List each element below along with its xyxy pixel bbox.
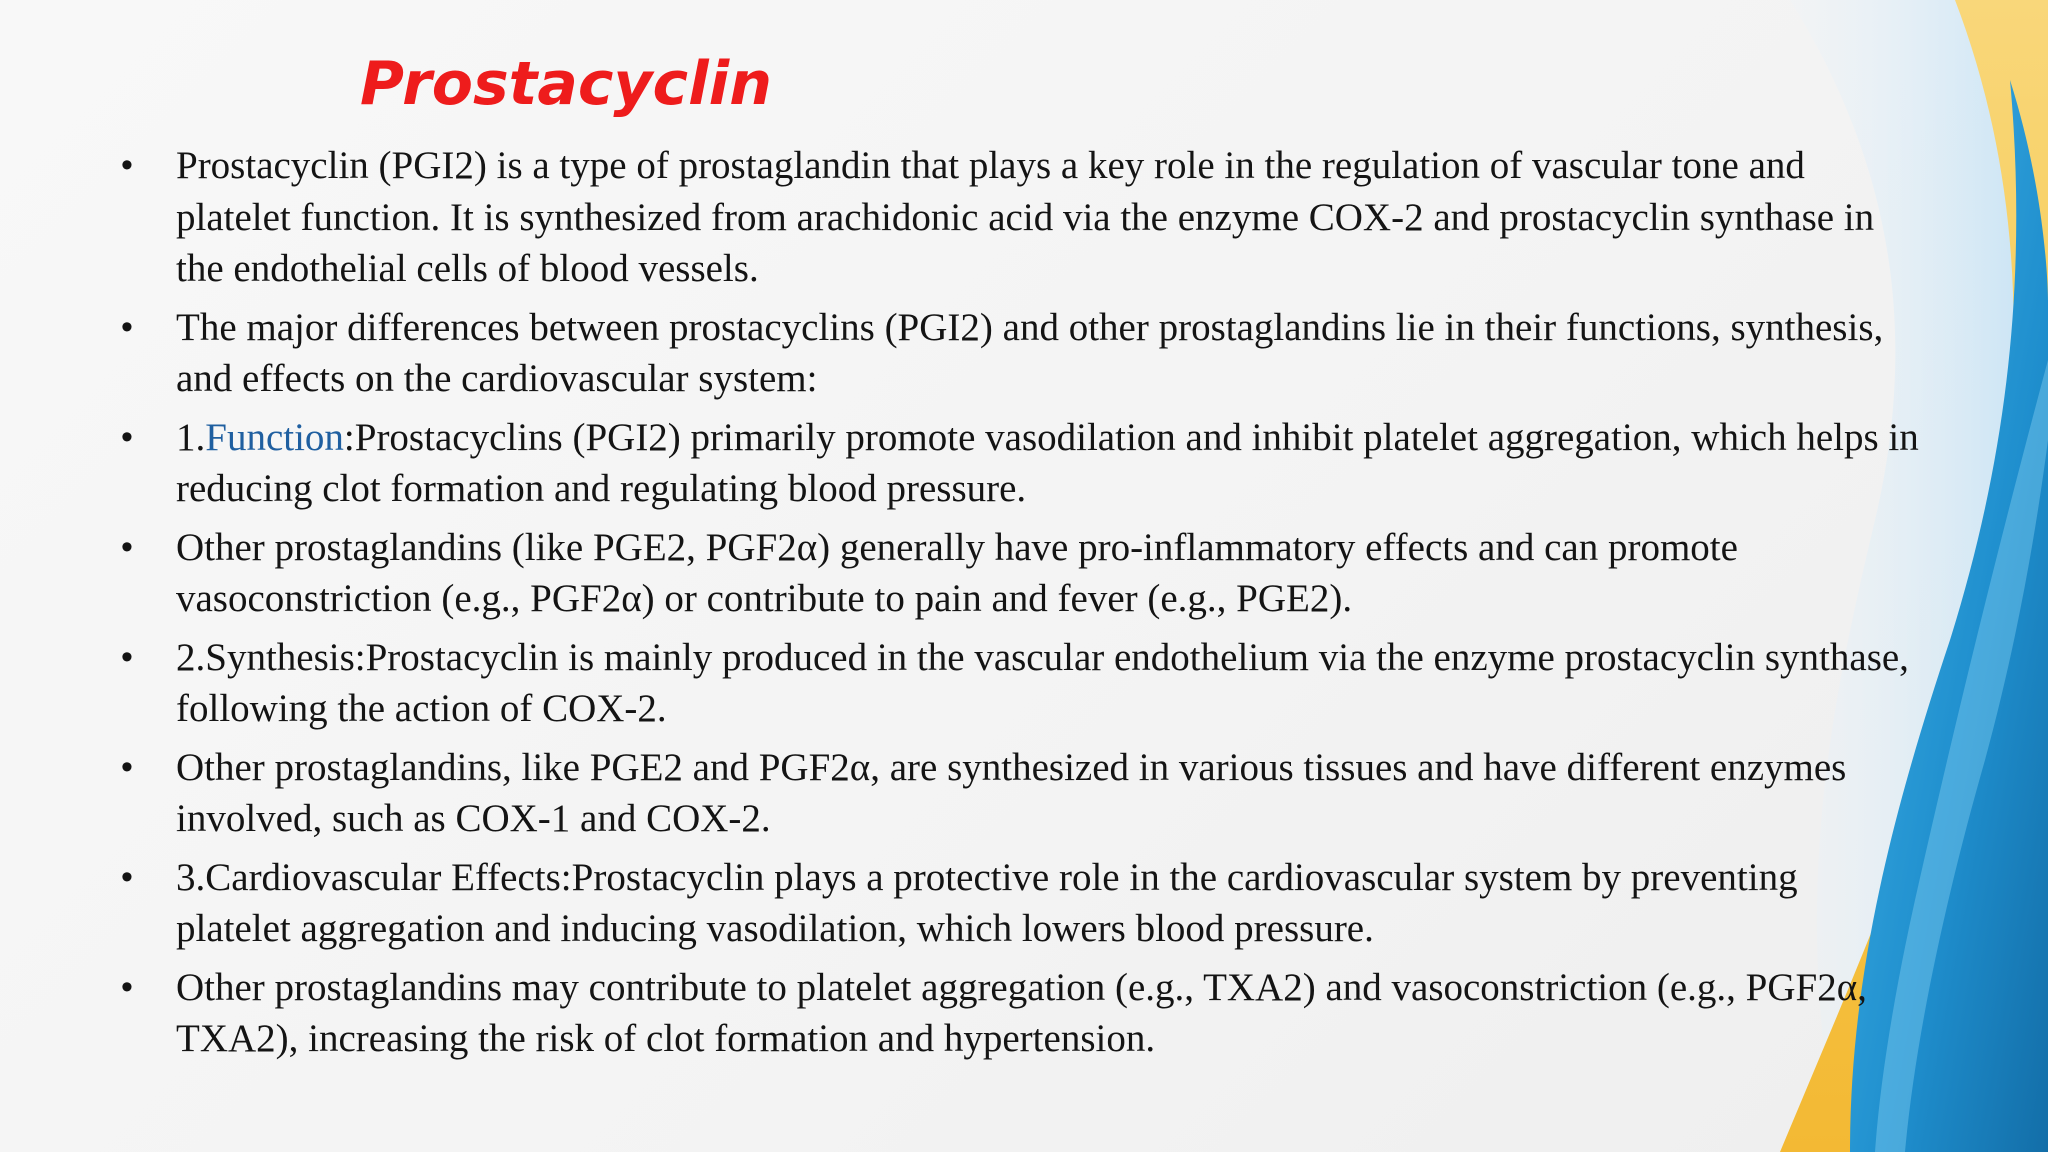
bullet-icon: • [121, 527, 133, 566]
bullet-item [112, 632, 1922, 735]
bullet-text: :Prostacyclins (PGI2) primarily promote vasodilation and inhibit platelet aggregation, which helps in reducing clot formation and regulating blood pressure. [176, 415, 1919, 510]
slide-title: Prostacyclin [360, 49, 772, 119]
bullet-item [112, 140, 1922, 295]
bullet-text: 2.Synthesis:Prostacyclin is mainly produced in the vascular endothelium via the enzyme prostacyclin synthase, following the action of COX-2. [176, 635, 1909, 730]
bullet-item [112, 302, 1922, 405]
bullet-icon: • [121, 637, 133, 676]
bullet-item [112, 412, 1922, 515]
bullet-icon: • [121, 857, 133, 896]
bullet-icon: • [121, 307, 133, 346]
bullet-item [112, 522, 1922, 625]
bullet-item [112, 962, 1922, 1065]
bullet-icon: • [121, 747, 133, 786]
bullet-text: The major differences between prostacyclins (PGI2) and other prostaglandins lie in their functions, synthesis, and effects on the cardiovascular system: [176, 305, 1884, 400]
bullet-text: Other prostaglandins (like PGE2, PGF2α) generally have pro-inflammatory effects and can promote vasoconstriction (e.g., PGF2α) or contribute to pain and fever (e.g., PGE2). [176, 525, 1738, 620]
bullet-icon: • [121, 146, 133, 184]
bullet-text: Prostacyclin (PGI2) is a type of prostaglandin that plays a key role in the regulation of vascular tone and platelet function. It is synthesized from arachidonic acid via the enzyme COX-2 and prostacyclin synthase in the endothelial cells of blood vessels. [176, 144, 1875, 290]
bullet-list [112, 140, 1922, 1072]
bullet-number: 1. [176, 415, 206, 459]
bullet-text: Other prostaglandins may contribute to platelet aggregation (e.g., TXA2) and vasoconstriction (e.g., PGF2α, TXA2), increasing the risk of clot formation and hypertension. [176, 965, 1867, 1060]
bullet-item [112, 742, 1922, 845]
function-link[interactable]: Function [205, 415, 344, 459]
bullet-icon: • [121, 417, 133, 456]
bullet-item [112, 852, 1922, 955]
bullet-text: Other prostaglandins, like PGE2 and PGF2α, are synthesized in various tissues and have different enzymes involved, such as COX-1 and COX-2. [176, 745, 1847, 840]
bullet-text: 3.Cardiovascular Effects:Prostacyclin plays a protective role in the cardiovascular system by preventing platelet aggregation and inducing vasodilation, which lowers blood pressure. [176, 855, 1798, 950]
bullet-icon: • [121, 967, 133, 1006]
